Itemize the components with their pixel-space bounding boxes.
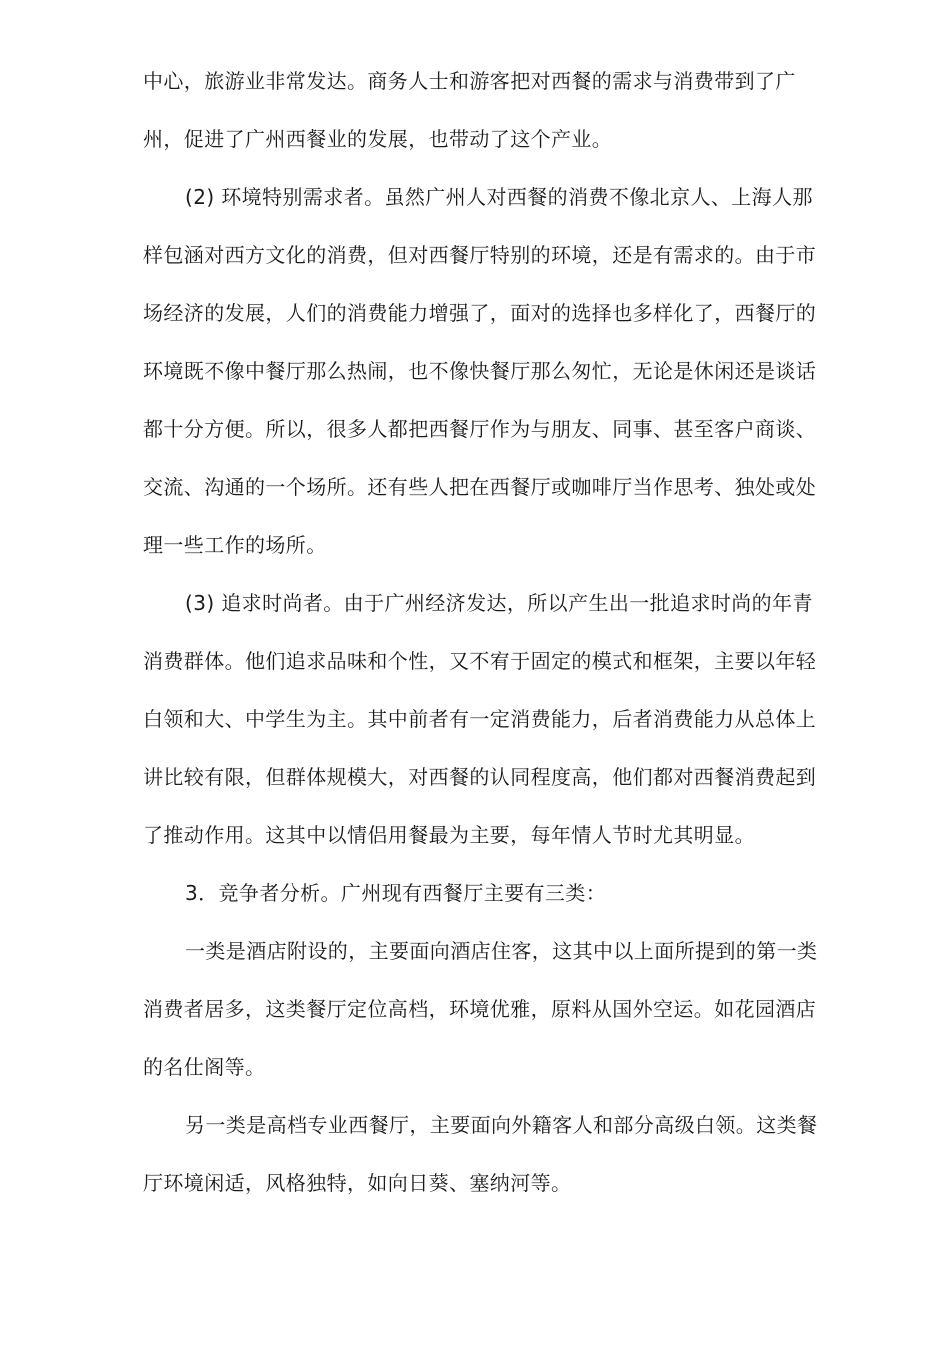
text-line: 样包涵对西方文化的消费，但对西餐厅特别的环境，还是有需求的。由于市: [143, 243, 817, 267]
text-line: 中心，旅游业非常发达。商务人士和游客把对西餐的需求与消费带到了广: [143, 69, 796, 93]
paragraph-3: [143, 864, 838, 922]
text-line: 消费者居多，这类餐厅定位高档，环境优雅，原料从国外空运。如花园酒店: [143, 997, 817, 1021]
text-line: 白领和大、中学生为主。其中前者有一定消费能力，后者消费能力从总体上: [143, 707, 817, 731]
text-line: 讲比较有限，但群体规模大，对西餐的认同程度高，他们都对西餐消费起到: [143, 765, 817, 789]
text-line: 另一类是高档专业西餐厅，主要面向外籍客人和部分高级白领。这类餐: [185, 1113, 818, 1137]
text-line: 了推动作用。这其中以情侣用餐最为主要，每年情人节时尤其明显。: [143, 823, 755, 847]
text-line: 州，促进了广州西餐业的发展，也带动了这个产业。: [143, 127, 613, 151]
text-line: 厅环境闲适，风格独特，如向日葵、塞纳河等。: [143, 1171, 572, 1195]
text-line: 都十分方便。所以，很多人都把西餐厅作为与朋友、同事、甚至客户商谈、: [143, 417, 817, 441]
text-line: 环境既不像中餐厅那么热闹，也不像快餐厅那么匆忙，无论是休闲还是谈话: [143, 359, 817, 383]
document-body: [143, 52, 838, 1212]
text-line: (3) 追求时尚者。由于广州经济发达，所以产生出一批追求时尚的年青: [185, 591, 813, 615]
paragraph-1: [143, 168, 838, 574]
text-line: 场经济的发展，人们的消费能力增强了，面对的选择也多样化了，西餐厅的: [143, 301, 817, 325]
text-line: 3．竞争者分析。广州现有西餐厅主要有三类：: [185, 881, 607, 905]
text-line: (2) 环境特别需求者。虽然广州人对西餐的消费不像北京人、上海人那: [185, 185, 813, 209]
paragraph-0: [143, 52, 838, 168]
text-line: 消费群体。他们追求品味和个性，又不宥于固定的模式和框架，主要以年轻: [143, 649, 817, 673]
text-line: 理一些工作的场所。: [143, 533, 327, 557]
paragraph-4: [143, 922, 838, 1096]
paragraph-2: [143, 574, 838, 864]
paragraph-5: [143, 1096, 838, 1212]
text-line: 交流、沟通的一个场所。还有些人把在西餐厅或咖啡厅当作思考、独处或处: [143, 475, 817, 499]
text-line: 一类是酒店附设的，主要面向酒店住客，这其中以上面所提到的第一类: [185, 939, 818, 963]
text-line: 的名仕阁等。: [143, 1055, 266, 1079]
